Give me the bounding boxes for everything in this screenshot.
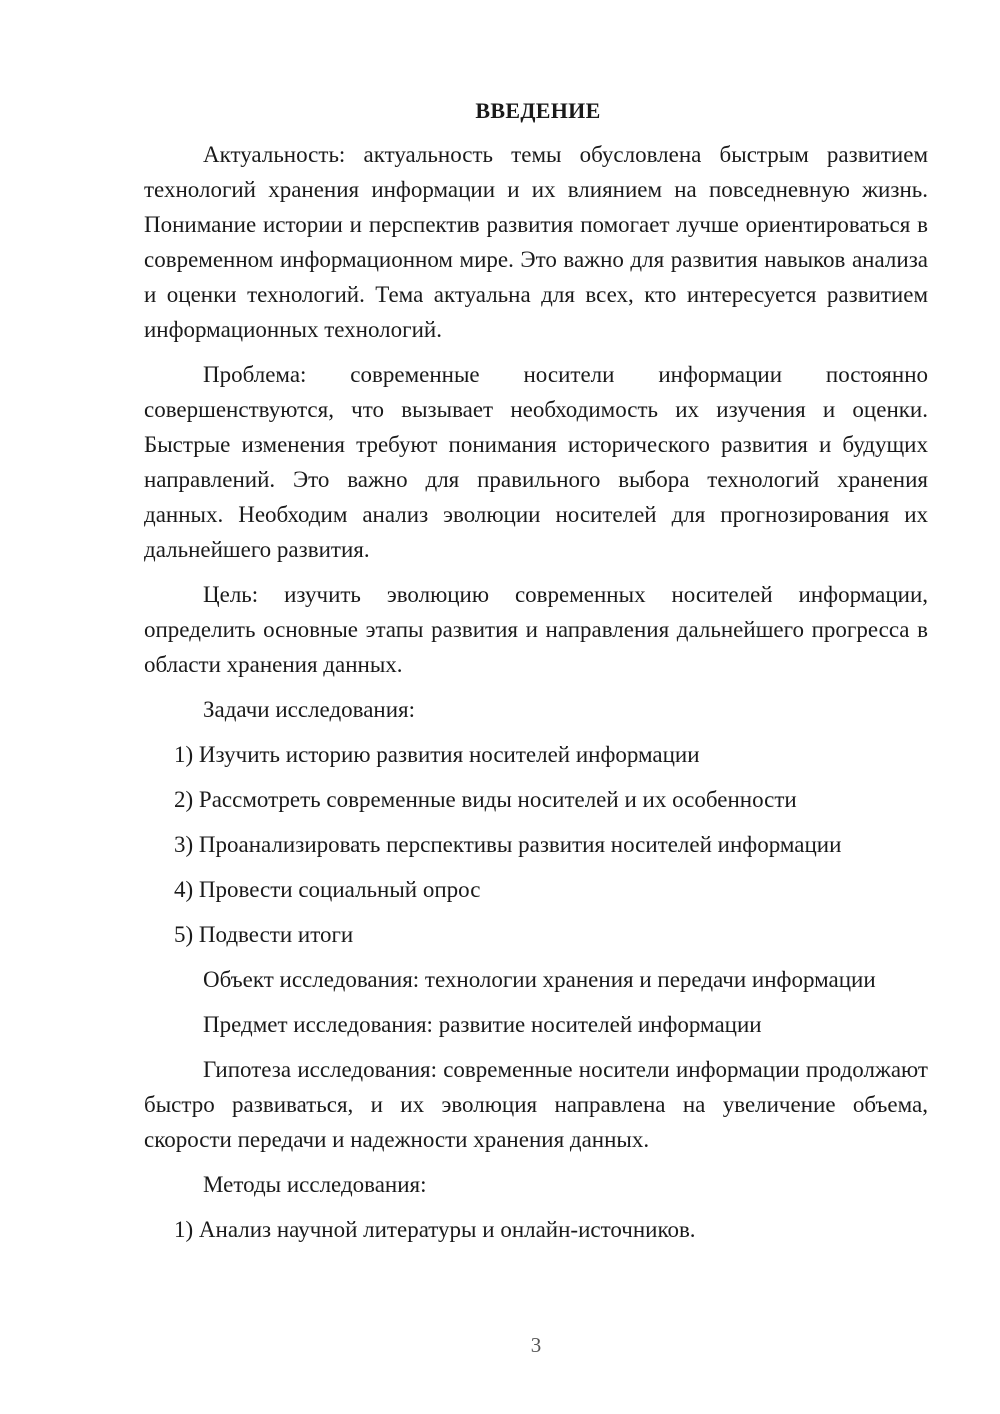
object-paragraph: Объект исследования: технологии хранения и передачи информации xyxy=(203,967,876,992)
task-item: 1) Изучить историю развития носителей информации xyxy=(174,742,700,767)
subject-paragraph: Предмет исследования: развитие носителей информации xyxy=(203,1012,762,1037)
task-item: 4) Провести социальный опрос xyxy=(174,877,481,902)
relevance-paragraph: Актуальность: актуальность темы обусловлена быстрым развитием технологий хранения информации и их влиянием на повседневную жизнь. Понимание истории и перспектив развития помогает лучше ориентироваться в современном информационном мире. Это важно для развития навыков анализа и оценки технологий. Тема актуальна для всех, кто интересуется развитием информационных технологий. xyxy=(144,142,928,342)
section-title: ВВЕДЕНИЕ xyxy=(475,98,601,123)
task-item: 2) Рассмотреть современные виды носителей и их особенности xyxy=(174,787,797,812)
task-item: 3) Проанализировать перспективы развития носителей информации xyxy=(174,832,842,857)
tasks-heading: Задачи исследования: xyxy=(203,697,416,722)
problem-paragraph: Проблема: современные носители информации постоянно совершенствуются, что вызывает необходимость их изучения и оценки. Быстрые изменения требуют понимания исторического развития и будущих направлений. Это важно для правильного выбора технологий хранения данных. Необходим анализ эволюции носителей для прогнозирования их дальнейшего развития. xyxy=(144,362,928,562)
page-number: 3 xyxy=(530,1333,542,1357)
method-item: 1) Анализ научной литературы и онлайн-источников. xyxy=(174,1217,696,1242)
task-item: 5) Подвести итоги xyxy=(174,922,354,947)
page-content xyxy=(144,93,928,1257)
hypothesis-paragraph: Гипотеза исследования: современные носители информации продолжают быстро развиваться, и их эволюция направлена на увеличение объема, скорости передачи и надежности хранения данных. xyxy=(144,1057,928,1152)
goal-paragraph: Цель: изучить эволюцию современных носителей информации, определить основные этапы развития и направления дальнейшего прогресса в области хранения данных. xyxy=(144,582,928,677)
methods-heading: Методы исследования: xyxy=(203,1172,427,1197)
